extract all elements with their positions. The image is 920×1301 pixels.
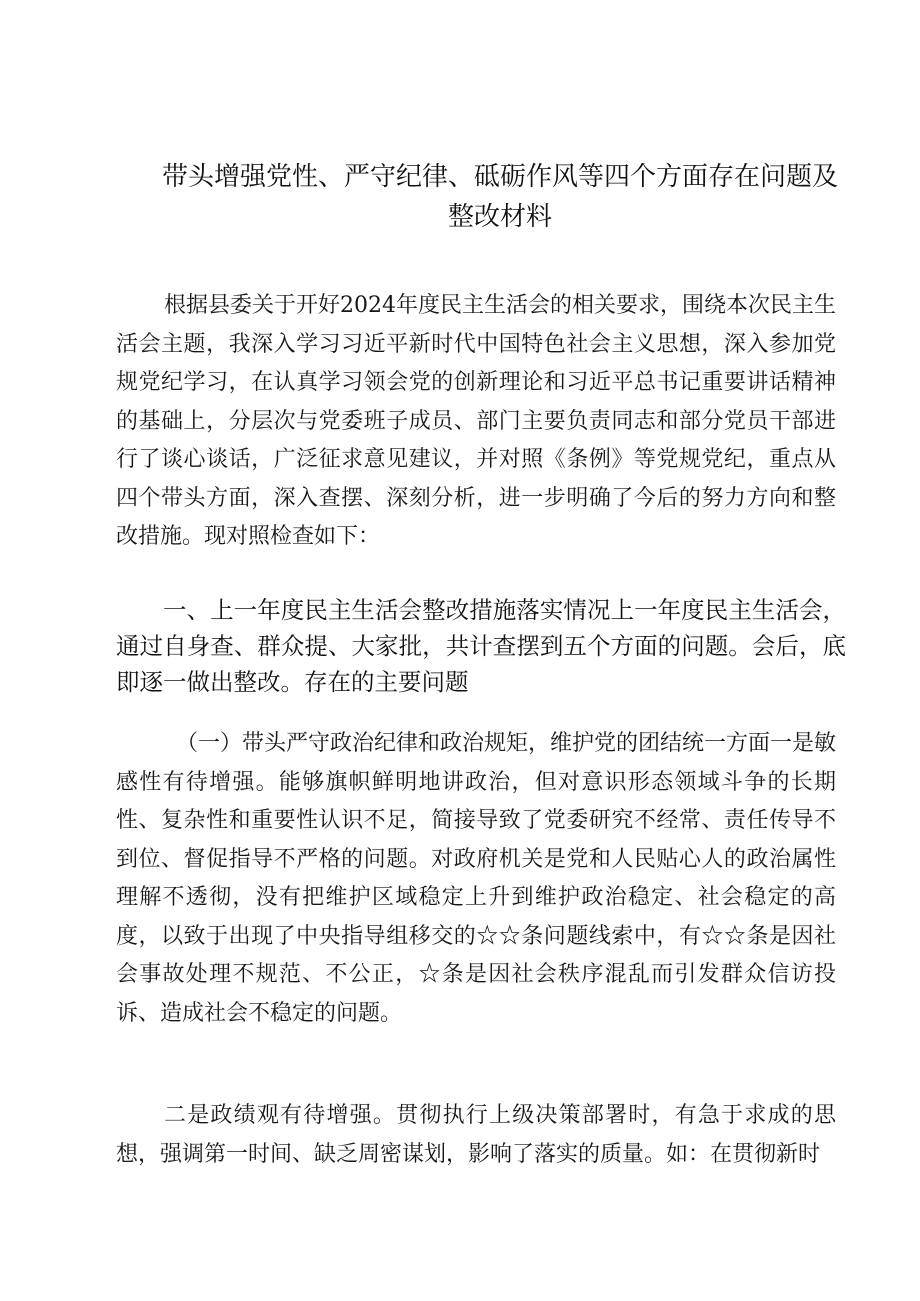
continuation-paragraph: 二是政绩观有待增强。贯彻执行上级决策部署时，有急于求成的思想，强调第一时间、缺乏周密谋划，影响了落实的质量。如：在贯彻新时 [116, 1103, 836, 1167]
subsection-paragraph: （一）带头严守政治纪律和政治规矩，维护党的团结统一方面一是敏感性有待增强。能够旗帜鲜明地讲政治，但对意识形态领域斗争的长期性、复杂性和重要性认识不足，简接导致了党委研究不经常、责任传导不到位、督促指导不严格的问题。对政府机关是党和人民贴心人的政治属性理解不透彻，没有把维护区域稳定上升到维护政治稳定、社会稳定的高度，以致于出现了中央指导组移交的☆☆条问题线索中，有☆☆条是因社会事故处理不规范、不公正，☆条是因社会秩序混乱而引发群众信访投诉、造成社会不稳定的问题。 [116, 731, 837, 1026]
intro-paragraph: 根据县委关于开好2024年度民主生活会的相关要求，围绕本次民主生活会主题，我深入学习习近平新时代中国特色社会主义思想，深入参加党规党纪学习，在认真学习领会党的创新理论和习近平总书记重要讲话精神的基础上，分层次与党委班子成员、部门主要负责同志和部分党员干部进行了谈心谈话，广泛征求意见建议，并对照《条例》等党规党纪，重点从四个带头方面，深入查摆、深刻分析，进一步明确了今后的努力方向和整改措施。现对照检查如下： [116, 293, 836, 549]
section-heading: 一、上一年度民主生活会整改措施落实情况上一年度民主生活会，通过自身查、群众提、大家批，共计查摆到五个方面的问题。会后，底即逐一做出整改。存在的主要问题 [116, 596, 846, 696]
document-title: 带头增强党性、严守纪律、砥砺作风等四个方面存在问题及整改材料 [161, 162, 838, 232]
